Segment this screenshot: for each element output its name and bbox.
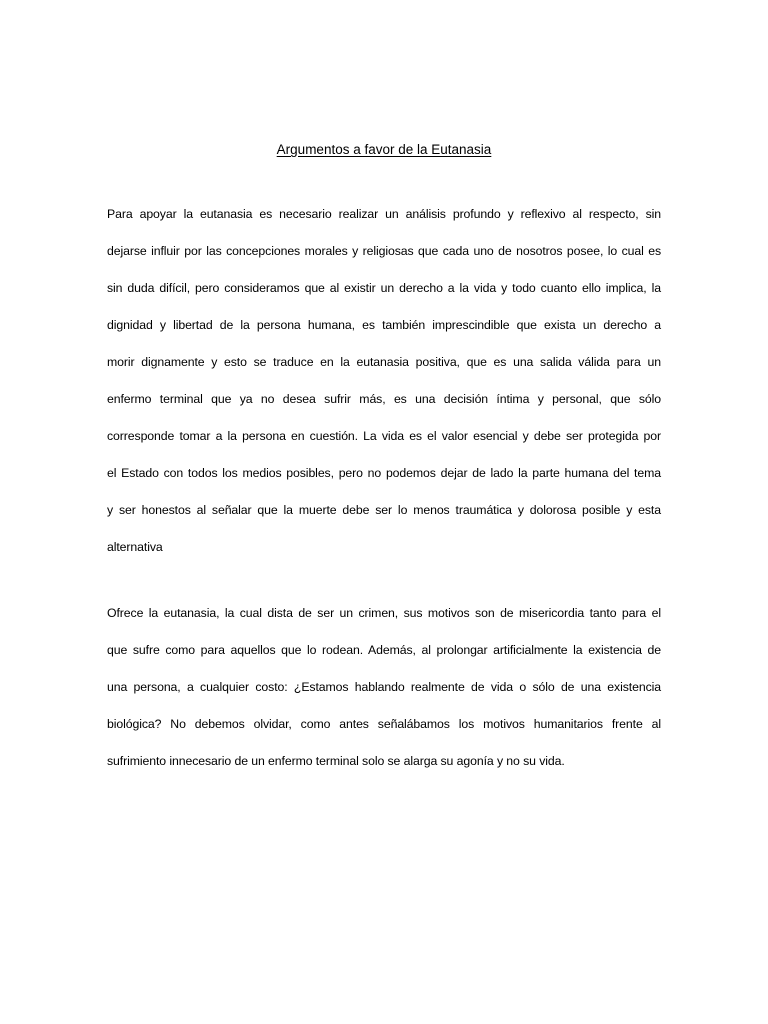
paragraph-1 <box>107 196 661 566</box>
paragraph-line: dejarse influir por las concepciones morales y religiosas que cada uno de nosotros posee, lo cual es <box>107 244 661 258</box>
document-title: Argumentos a favor de la Eutanasia <box>276 142 492 157</box>
paragraph-line: enfermo terminal que ya no desea sufrir más, es una decisión íntima y personal, que sólo <box>107 392 661 406</box>
paragraph-line: biológica? No debemos olvidar, como antes señalábamos los motivos humanitarios frente al <box>107 717 661 731</box>
paragraph-2 <box>107 595 661 780</box>
paragraph-line: el Estado con todos los medios posibles, pero no podemos dejar de lado la parte humana del tema <box>107 466 661 480</box>
paragraph-line: que sufre como para aquellos que lo rodean. Además, al prolongar artificialmente la existencia de <box>107 643 661 657</box>
paragraph-line: sufrimiento innecesario de un enfermo terminal solo se alarga su agonía y no su vida. <box>107 754 565 768</box>
paragraph-line: sin duda difícil, pero consideramos que al existir un derecho a la vida y todo cuanto ello implica, la <box>107 281 661 295</box>
paragraph-line: alternativa <box>107 540 163 554</box>
paragraph-line: Para apoyar la eutanasia es necesario realizar un análisis profundo y reflexivo al respecto, sin <box>107 207 661 221</box>
paragraph-line: dignidad y libertad de la persona humana, es también imprescindible que exista un derecho a <box>107 318 661 332</box>
paragraph-line: y ser honestos al señalar que la muerte debe ser lo menos traumática y dolorosa posible y esta <box>107 503 661 517</box>
paragraph-line: corresponde tomar a la persona en cuestión. La vida es el valor esencial y debe ser protegida por <box>107 429 661 443</box>
paragraph-line: morir dignamente y esto se traduce en la eutanasia positiva, que es una salida válida para un <box>107 355 661 369</box>
paragraph-line: Ofrece la eutanasia, la cual dista de ser un crimen, sus motivos son de misericordia tanto para el <box>107 606 661 620</box>
paragraph-line: una persona, a cualquier costo: ¿Estamos hablando realmente de vida o sólo de una existencia <box>107 680 661 694</box>
